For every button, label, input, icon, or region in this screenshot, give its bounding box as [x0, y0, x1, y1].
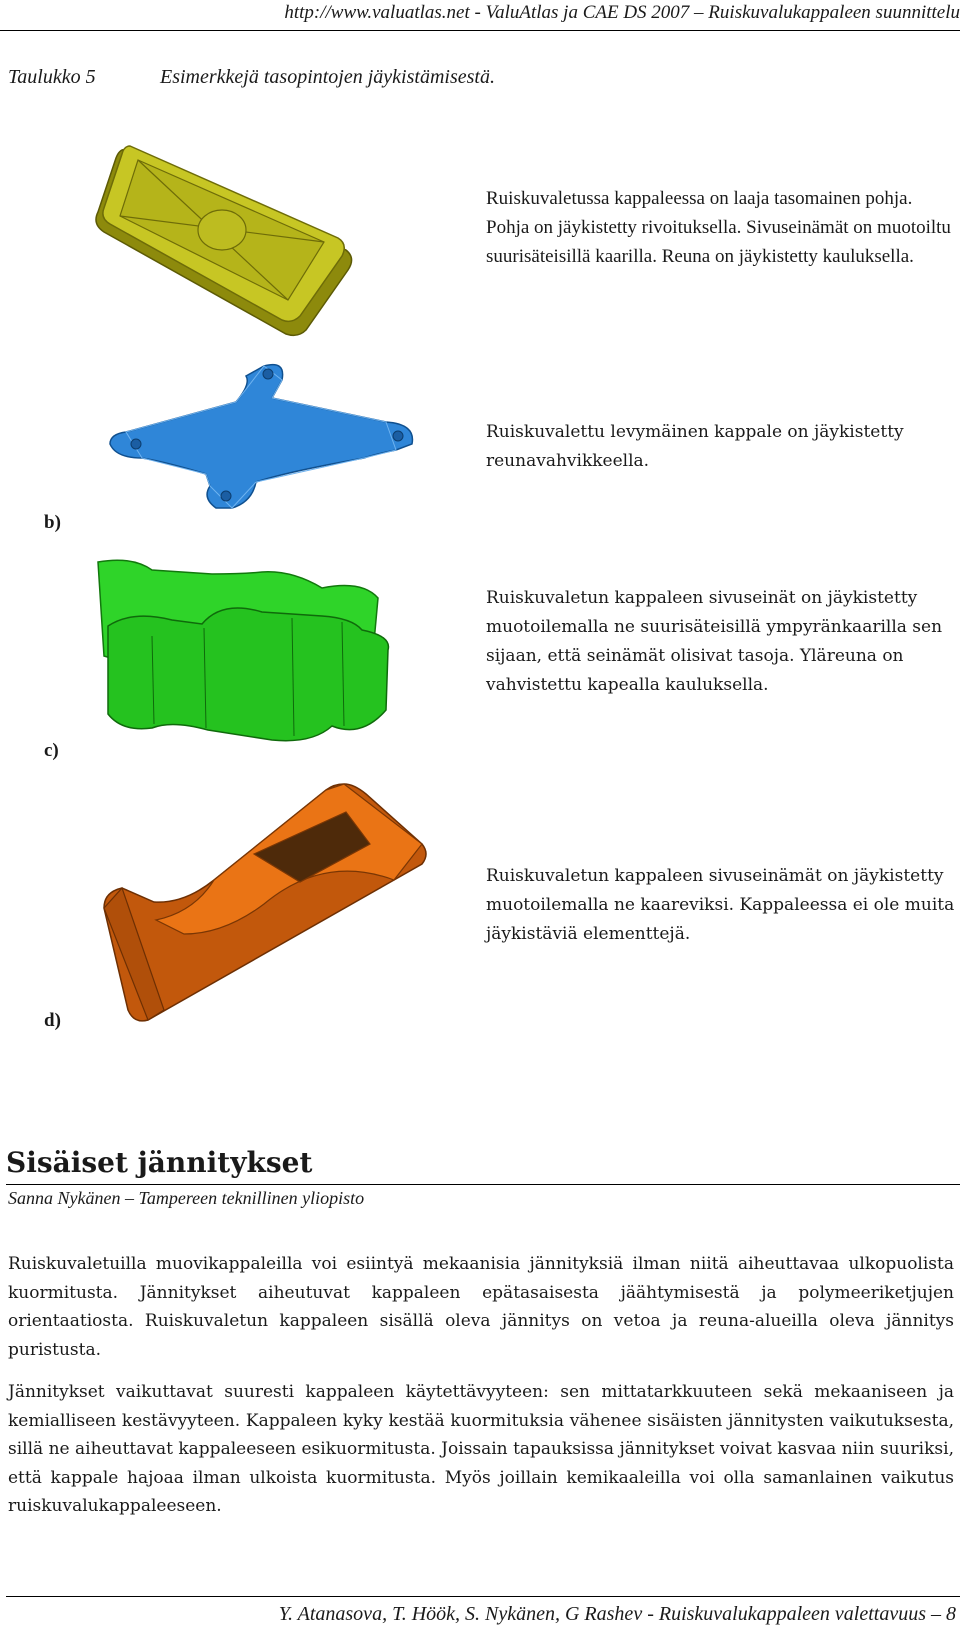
- section-divider: [6, 1184, 960, 1185]
- table-caption-text: Esimerkkejä tasopintojen jäykistämisestä.: [160, 66, 495, 88]
- body-paragraph: Jännitykset vaikuttavat suuresti kappaleen käytettävyyteen: sen mittatarkkuuteen sekä mekaaniseen ja kemialliseen kestävyyteen. Kappaleen kyky kestää kuormituksia vähenee sisäisten jännitysten vaikutuksesta, sillä ne aiheuttavat kappaleeseen esikuormitusta. Joissain tapauksissa jännitykset voivat kasvaa niin suuriksi, että kappale hajoaa ilman ulkoista kuormitusta. Myös joillain kemikaaleilla voi olla samanlainen vaikutus ruiskuvalukappaleeseen.: [8, 1382, 954, 1516]
- footer-text: Y. Atanasova, T. Höök, S. Nykänen, G Rashev - Ruiskuvalukappaleen valettavuus – 8: [278, 1603, 956, 1625]
- header-divider: [0, 30, 960, 31]
- orange-holder-icon: [104, 784, 434, 1024]
- table-caption-label: Taulukko 5: [8, 66, 96, 88]
- blue-plate-icon: [86, 362, 426, 522]
- row-d-description: Ruiskuvaletun kappaleen sivuseinämät on jäykistetty muotoilemalla ne kaareviksi. Kappaleessa ei ole muita jäykistäviä elementtejä.: [486, 866, 955, 944]
- row-a-description: Ruiskuvaletussa kappaleessa on laaja tasomainen pohja. Pohja on jäykistetty rivoituksella. Sivuseinämät on muotoiltu suurisäteisillä kaarilla. Reuna on jäykistetty kauluksella.: [486, 188, 951, 267]
- row-b-letter: b): [44, 512, 61, 533]
- footer-divider: [6, 1596, 960, 1597]
- green-wall-icon: [92, 560, 402, 750]
- row-b-description: Ruiskuvalettu levymäinen kappale on jäykistetty reunavahvikkeella.: [486, 422, 904, 471]
- section-title: Sisäiset jännitykset: [6, 1146, 313, 1179]
- row-c-description: Ruiskuvaletun kappaleen sivuseinät on jäykistetty muotoilemalla ne suurisäteisillä ympyränkaarilla sen sijaan, että seinämät olisivat tasoja. Yläreuna on vahvistettu kapealla kauluksella.: [486, 588, 943, 695]
- row-d-letter: d): [44, 1010, 61, 1031]
- header-url: http://www.valuatlas.net - ValuAtlas ja CAE DS 2007 – Ruiskuvalukappaleen suunnittelu: [284, 2, 960, 23]
- row-c-letter: c): [44, 740, 59, 761]
- body-paragraph: Ruiskuvaletuilla muovikappaleilla voi esiintyä mekaanisia jännityksiä ilman niitä aiheuttavaa ulkopuolista kuormitusta. Jännitykset aiheutuvat kappaleen epätasaisesta jäähtymisestä ja polymeeriketjujen orientaatiosta. Ruiskuvaletun kappaleen sisällä oleva jännitys on vetoa ja reuna-alueilla oleva jännitys puristusta.: [8, 1254, 954, 1360]
- yellow-tray-icon: [86, 140, 356, 340]
- section-author: Sanna Nykänen – Tampereen teknillinen yliopisto: [8, 1188, 365, 1208]
